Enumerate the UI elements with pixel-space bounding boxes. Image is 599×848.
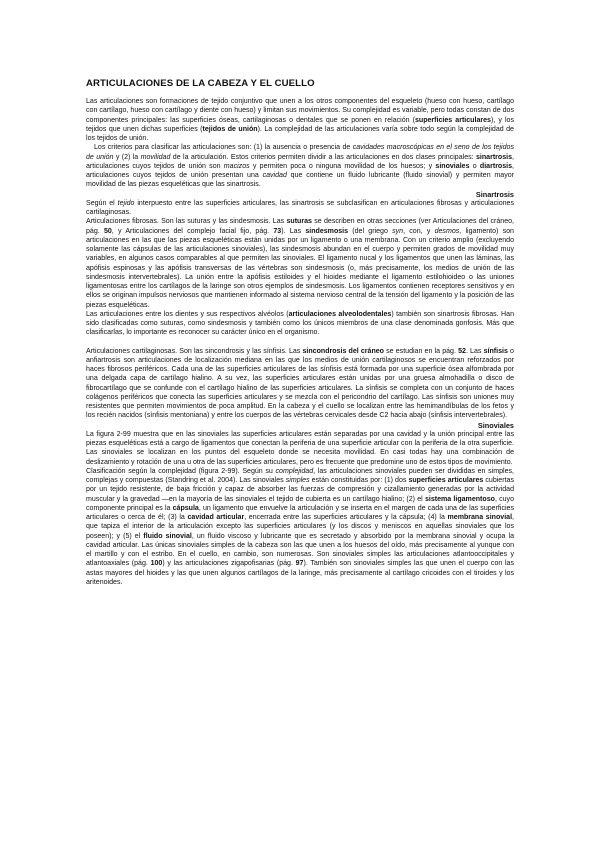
text-run: que contiene un fluido lubricante (fluido sinovial) y permiten mayor movilidad de las piezas esqueléticas que las sinartrosis. [86,172,514,189]
bold-term: articulaciones alveolodentales [288,310,392,318]
bold-term: sinartrosis [475,153,513,161]
italic-term: desmos [434,227,460,235]
text-run: se describen en otras secciones (ver Articulaciones del cráneo, pág. [86,218,515,235]
text-run: de la articulación. Estos criterios permiten dividir a las articulaciones en dos clases principales: [170,153,476,161]
text-run: , cuyo componente principal es la [86,495,514,512]
intro-paragraph-1 [86,97,514,143]
text-run: , las articulaciones sinoviales pueden ser divididas en simples, complejas y compuestas (Standring et al. 2004). Las sinoviales [86,467,514,484]
sinartrosis-paragraph-2 [86,217,514,310]
page-reference: 100 [150,560,163,568]
document-page [86,78,514,587]
bold-term: cápsula [172,504,199,512]
bold-term: sinoviales [435,162,470,170]
bold-term: sincondrosis del cráneo [302,347,384,355]
text-run: Los criterios para clasificar las articulaciones son: (1) la ausencia o presencia de [94,144,353,152]
text-run: Las articulaciones son formaciones de tejido conjuntivo que unen a los otros componentes del esqueleto (hueso con hueso, cartílago con cartílago, hueso con cartílago y diente con hueso) y limitan sus movimientos. Su complejidad es variable, pero todas constan de dos componentes principales: las superficies óseas, cartilaginosas o dentales que se ponen en relación ( [86,98,514,124]
text-run: La figura 2-99 muestra que en las sinoviales las superficies articulares están separadas por una cavidad y la unión principal entre las piezas esqueléticas está a cargo de ligamentos que conectan la periferia de una superficie articular con la periferia de la otra superficie. Las sinoviales se localizan en los puntos del esqueleto donde se necesita movilidad. En casi todas hay una combinación de deslizamiento y rotación de una u otra de las superficies articulares, pero es frecuente que predomine uno de estos tipos de movimiento. [86,430,514,466]
text-run: ) también son sinartrosis fibrosas. Han sido clasificadas como suturas, como sindesmosis y también como los únicos miembros de una clase denominada gonfosis. Más que clasificarlas, lo importante es reconocer su carácter único en el organismo. [86,310,514,337]
bold-term: sistema ligamentoso [424,495,495,503]
text-run: , un ligamento que envuelve la articulación y se inserta en el margen de cada una de las superficies articulares o cerca de él; (3) la [86,504,514,521]
intro-paragraph-2 [86,143,514,189]
text-run: o [469,162,480,170]
text-run: ). También son sinoviales simples las que unen el cuerpo con las astas mayores del hioides y las que unen algunos cartílagos de la laringe, más precisamente al cartílago cricoides con el tiroides y los aritenoides. [86,560,514,586]
text-run: y permiten poca o ninguna movilidad de los huesos; y [249,162,436,170]
text-run: , articulaciones cuyos tejidos de unión presentan una [86,162,515,179]
text-run: cubiertas por un tejido resistente, de baja fricción y capaz de absorber las fuerzas de compresión y cizallamiento generadas por la actividad muscular y la gravedad —en la mayoría de las sinoviales el tejido de cubierta es un cartílago hialino; (2) el [86,477,514,503]
italic-term: cavidades macroscópicas en el seno de los tejidos de unión [86,144,514,161]
document-title: ARTICULACIONES DE LA CABEZA Y EL CUELLO [86,78,315,89]
text-run: Articulaciones fibrosas. Son las suturas y las sindesmosis. Las [86,218,287,226]
text-run: ), y los tejidos que unen dichas superficies ( [86,116,514,133]
text-run: Clasificación según la complejidad (figura 2-99). Según su [86,467,276,475]
text-run: y (2) la [113,153,141,161]
text-run: , que tapiza el interior de la articulación excepto las superficies articulares (y los discos y meniscos en aquellas sinoviales que los poseen); y (5) el [86,514,515,540]
bold-term: fluido sinovial [143,532,192,540]
text-run: ). La complejidad de las articulaciones varía sobre todo según la complejidad de los tejidos de unión. [86,125,514,142]
sinoviales-paragraph-2 [86,467,514,587]
text-run: Articulaciones cartilaginosas. Son las sincondrosis y las sínfisis. Las [86,347,303,355]
text-run: , con, y [403,227,435,235]
text-run: , un fluido viscoso y lubricante que es secretado y absorbido por la membrana sinovial y ocupa la cavidad articular. Las únicas sinoviales simples de la cabeza son las que unen a los huesos del oído, más precisamente al yunque con el martillo y con el estribo. En el cuello, en cambio, son numerosas. Son sinoviales simples las articulaciones atlantooccipitales y atlantoaxiales (pág. [86,532,514,568]
text-run: están constituidas por: (1) dos [309,477,409,484]
italic-term: complejidad [275,467,314,475]
paragraph-gap [86,338,514,347]
sinoviales-paragraph-1 [86,430,514,467]
italic-term: macizos [223,162,250,170]
text-run: (del griego [348,227,393,235]
section-heading-sinartrosis: Sinartrosis [475,189,514,199]
text-run: se estudian en la pág. [383,347,459,355]
bold-term: sindesmosis [305,227,349,235]
bold-term: suturas [286,218,312,226]
page-reference: 52 [458,347,466,355]
text-run: ) y las articulaciones zigapofisarias (pág. [162,560,296,568]
bold-term: tejidos de unión [202,125,258,133]
italic-term: simples [285,477,310,484]
bold-term: superficies articulares [408,477,484,484]
text-run: . Las [465,347,484,355]
text-run: , y Articulaciones del complejo facial fijo, pág. [111,227,274,235]
page-reference: 73 [273,227,282,235]
page-reference: 97 [295,560,304,568]
text-run: Las articulaciones entre los dientes y sus respectivos alvéolos ( [86,310,289,318]
bold-term: diartrosis [479,162,513,170]
sinartrosis-paragraph-1 [86,199,514,218]
text-run: , ligamento) son articulaciones en las que las piezas esqueléticas están unidas por un ligamento o una membrana. Con un criterio amplio (excluyendo solamente las cápsulas de las articulaciones sinoviales), las sindesmosis abundan en el cuerpo y permiten grados de movilidad muy variables, en algunos casos comparables al que permiten las sinoviales. El ligamento nucal y los ligamentos que unen las láminas, las apófisis espinosas y las apófisis transversas de las vértebras son sindesmosis (o, más precisamente, los medios de unión de las sindesmosis intervertebrales). La unión entre la apófisis estiloides y el hioides mediante el ligamento estilohioideo o las uniones ligamentosas entre los cartílagos de la laringe son otros ejemplos de sindesmosis. Los ligamentos contienen receptores sensitivos y en ellos se originan impulsos nerviosos que mantienen informado al sistema nervioso central de la tensión del ligamento y la posición de las piezas esqueléticas. [86,227,514,309]
bold-term: cavidad articular [187,514,245,521]
text-run: ). Las [281,227,306,235]
text-run: o anfiartrosis son articulaciones de localización mediana en las que los medios de unión cartilaginosos se encuentran reforzados por haces fibrosos periféricos. Cada una de las superficies articulares de las sínfisis está formada por una superficie ósea alfombrada por una delgada capa de cartílago hialino. A su vez, las superficies articulares están unidas por una gruesa almohadilla o disco de fibrocartílago que se confunde con el cartílago hialino de las superficies articulares. La sínfisis se completa con un conjunto de haces colágenos periféricos que conecta las superficies articulares y se mezcla con el pericondrio del cartílago. Las sínfisis son uniones muy resistentes que permiten movimientos de poca amplitud. En la cabeza y el cuello se localizan entre las hemimandíbulas de los fetos y los recién nacidos (sínfisis mentoniana) y entre los cuerpos de las vértebras cervicales desde C2 hacia abajo (sínfisis intervertebrales). [86,347,514,420]
italic-term: cavidad [262,172,287,179]
bold-term: membrana sinovial [447,514,513,521]
bold-term: superficies articulares [414,116,491,124]
sinartrosis-paragraph-4 [86,347,514,421]
section-heading-sinoviales: Sinoviales [477,420,514,430]
italic-term: movilidad [140,153,171,161]
bold-term: sínfisis [483,347,508,355]
page-reference: 50 [103,227,112,235]
text-run: interpuesto entre las superficies articulares, las sinartrosis se subclasifican en articulaciones fibrosas y articulaciones cartilaginosas. [86,199,514,216]
text-run: , encerrada entre las superficies articulares y la cápsula; (4) la [244,514,448,521]
italic-term: tejido [117,199,135,207]
text-run: , articulaciones cuyos tejidos de unión son [86,153,514,170]
sinartrosis-paragraph-3 [86,310,514,338]
text-run: Según el [86,199,118,207]
italic-term: syn [392,227,404,235]
